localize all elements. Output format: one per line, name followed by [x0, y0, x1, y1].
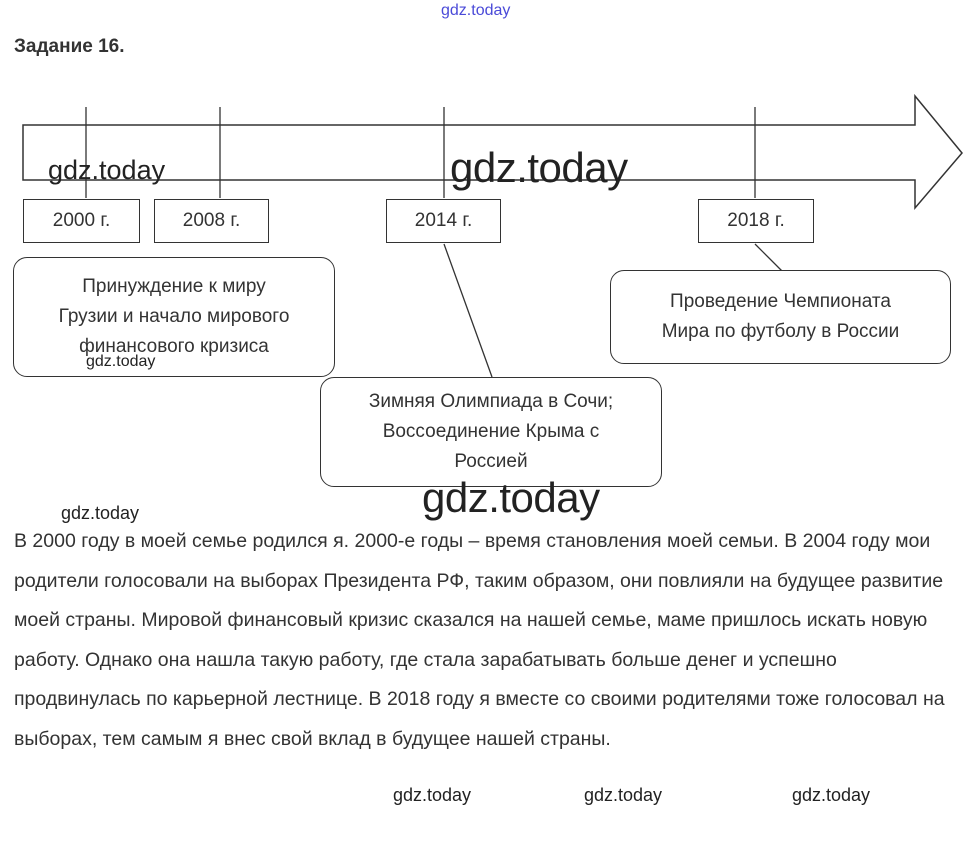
- event-line: Мира по футболу в России: [661, 321, 900, 342]
- watermark: gdz.today: [393, 785, 472, 805]
- story-paragraph: В 2000 году в моей семье родился я. 2000-е годы – время становления моей семьи. В 2004 году мои родители голосовали на выборах Президента РФ, таким образом, они повлияли на будущее развитие моей страны. Мировой финансовый кризис сказался на нашей семье, маме пришлось искать новую работу. Однако она нашла такую работу, где стала зарабатывать больше денег и успешно продвинулась по карьерной лестнице. В 2018 году я вместе со своими родителями тоже голосовал на выборах, тем самым я внес свой вклад в будущее нашей страны.: [14, 530, 945, 750]
- event-line: Принуждение к миру: [82, 276, 266, 297]
- event-box-2014: [320, 377, 662, 487]
- year-box-2008: 2008 г.: [154, 199, 269, 243]
- task-title: Задание 16.: [14, 36, 125, 57]
- watermark: gdz.today: [584, 785, 663, 805]
- connector-2018: [755, 244, 782, 271]
- event-line: Зимняя Олимпиада в Сочи;: [368, 391, 614, 412]
- year-box-2000: 2000 г.: [23, 199, 140, 243]
- watermark: gdz.today: [422, 474, 600, 521]
- connector-2014: [444, 244, 492, 377]
- event-line: Россией: [454, 451, 528, 472]
- watermark: gdz.today: [450, 144, 628, 191]
- event-line: Проведение Чемпионата: [670, 291, 891, 312]
- event-line: финансового кризиса: [79, 336, 269, 357]
- event-box-2008: [13, 257, 335, 377]
- watermark: gdz.today: [86, 353, 156, 370]
- watermark: gdz.today: [792, 785, 871, 805]
- watermark: gdz.today: [61, 503, 140, 523]
- event-box-2018: [610, 270, 951, 364]
- year-box-2018: 2018 г.: [698, 199, 814, 243]
- event-line: Грузии и начало мирового: [58, 306, 290, 327]
- event-line: Воссоединение Крыма с: [382, 421, 600, 442]
- watermark: gdz.today: [48, 155, 166, 185]
- year-box-2014: 2014 г.: [386, 199, 501, 243]
- watermark-top: gdz.today: [441, 2, 511, 19]
